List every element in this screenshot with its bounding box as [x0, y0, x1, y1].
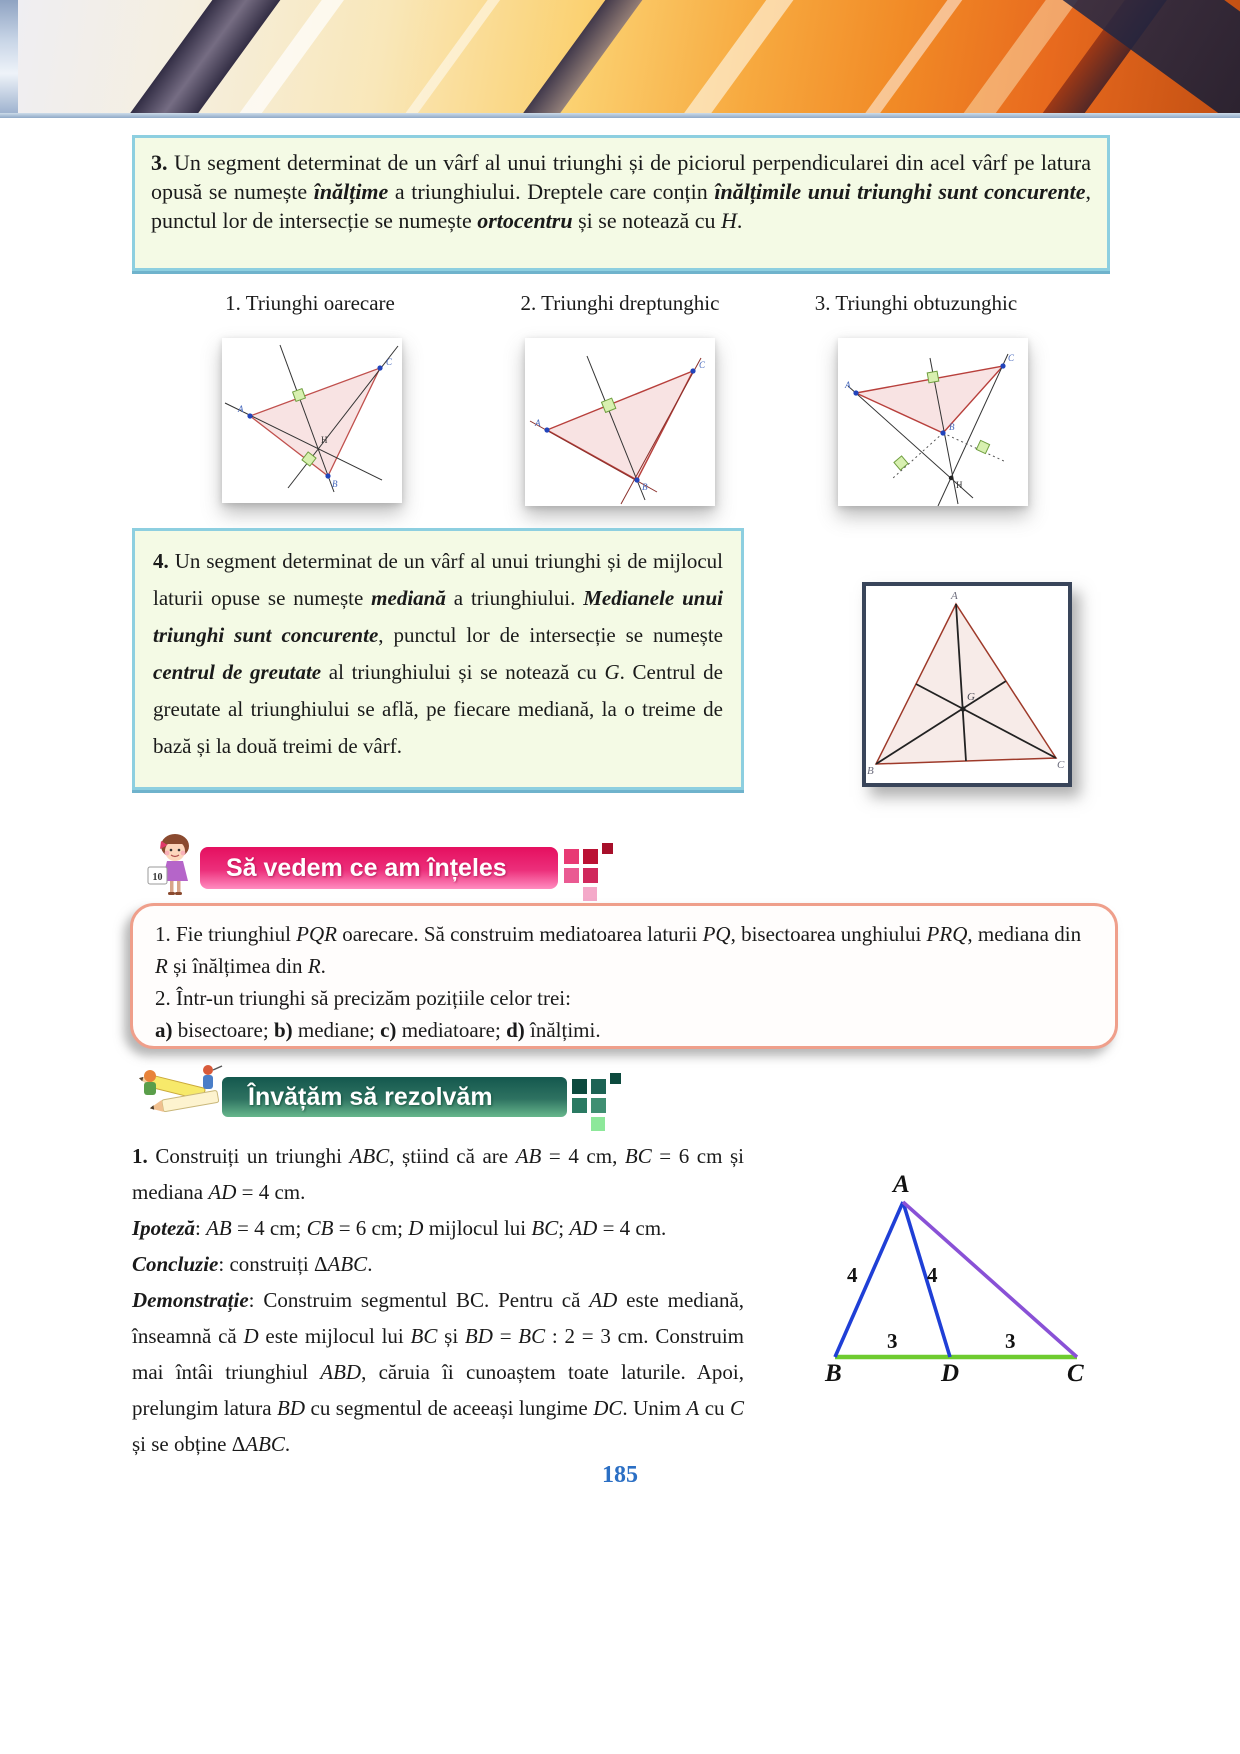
- artwork-light-streak: [638, 0, 820, 113]
- section-banner-invatam: [222, 1077, 567, 1117]
- artwork-light-streak: [817, 0, 991, 113]
- pixel-decoration-icon: [564, 843, 624, 903]
- figure-oarecare: [222, 338, 402, 503]
- svg-text:B: B: [949, 422, 955, 432]
- svg-text:B: B: [867, 765, 874, 777]
- banner-label: Învățăm să rezolvăm: [248, 1082, 493, 1111]
- svg-text:C: C: [386, 357, 393, 367]
- header-divider: [0, 113, 1240, 118]
- problem-statement: 1. Construiți un triunghi ABC, știind că are AB = 4 cm, BC = 6 cm și mediana AD = 4 cm.: [132, 1144, 745, 1204]
- figure-dreptunghic: [525, 338, 715, 506]
- definition-box-altitude: 3. Un segment determinat de un vârf al unui triunghi și de piciorul perpendicularei din acel vârf pe latura opusă se numește înălțime a triunghiului. Dreptele care conțin înălțimile unui triunghi sunt concurente, punctul lor de intersecție se numește ortocentru și se notează cu H.: [132, 135, 1110, 271]
- exercise-1: 1. Fie triunghiul PQR oarecare. Să construim mediatoarea laturii PQ, bisectoarea unghiului PRQ, mediana din R și înălțimea din R.: [155, 922, 1082, 978]
- artwork-dark-beam: [473, 0, 674, 113]
- svg-text:A: A: [845, 380, 851, 390]
- svg-text:10: 10: [152, 872, 163, 883]
- triangle-shape: [876, 604, 1056, 764]
- problem-ipoteza: Ipoteză: AB = 4 cm; CB = 6 cm; D mijlocul lui BC; AD = 4 cm.: [132, 1216, 667, 1240]
- triangle-shape: [547, 371, 693, 480]
- svg-text:D: D: [941, 1360, 960, 1385]
- svg-text:A: A: [238, 404, 244, 414]
- svg-text:C: C: [1008, 353, 1015, 363]
- centroid-point: [960, 706, 965, 711]
- pixel-decoration-icon: [572, 1073, 632, 1133]
- svg-text:3: 3: [887, 1329, 898, 1353]
- exercise-2: 2. Într-un triunghi să precizăm pozițiile celor trei:: [155, 986, 571, 1010]
- svg-text:C: C: [1057, 759, 1065, 771]
- svg-text:B: B: [642, 482, 648, 492]
- right-angle-mark: [976, 440, 989, 453]
- figure-constructie: [795, 1150, 1095, 1385]
- exercise-box: [130, 903, 1118, 1049]
- svg-text:C: C: [1067, 1360, 1084, 1385]
- svg-text:H: H: [321, 435, 328, 445]
- artwork-light-streak: [363, 0, 524, 113]
- definition-box-median: 4. Un segment determinat de un vârf al unui triunghi și de mijlocul laturii opuse se numește mediană a triunghiului. Medianele unui triunghi sunt concurente, punctul lor de intersecție se numește centrul de greutate al triunghiului și se notează cu G. Centrul de greutate al triunghiului se află, pe fiecare mediană, la o treime de bază și la două treimi de vârf.: [132, 528, 744, 790]
- svg-text:4: 4: [847, 1263, 858, 1287]
- svg-text:B: B: [332, 479, 338, 489]
- exercise-2-options: a) bisectoare; b) mediane; c) mediatoare; d) înălțimi.: [155, 1018, 601, 1042]
- problem-1-text: [132, 1138, 744, 1462]
- girl-with-card-icon: [142, 831, 200, 899]
- dotted-extension-line: [943, 433, 1006, 462]
- figure-caption-oarecare: 1. Triunghi oarecare: [225, 291, 395, 315]
- section-banner-sa-vedem: [200, 847, 558, 889]
- right-angle-mark: [894, 456, 908, 470]
- header-artwork: [18, 0, 1240, 113]
- page-number: 185: [602, 1462, 638, 1488]
- svg-text:3: 3: [1005, 1329, 1016, 1353]
- svg-text:A: A: [535, 418, 541, 428]
- figure-mediane: [862, 582, 1072, 787]
- problem-demonstratie: Demonstrație: Construim segmentul BC. Pentru că AD este mediană, înseamnă că D este mijlocul lui BC și BD = BC : 2 = 3 cm. Construim mai întâi triunghiul ABD, căruia îi cunoaștem toate laturile. Apoi, prelungim latura BD cu segmentul de aceeași lungime DC. Unim A cu C și se obține ΔABC.: [132, 1288, 745, 1456]
- svg-text:A: A: [893, 1171, 910, 1198]
- problem-concluzie: Concluzie: construiți ΔABC.: [132, 1252, 373, 1276]
- svg-text:H: H: [956, 480, 963, 490]
- figure-caption-dreptunghic: 2. Triunghi dreptunghic: [520, 291, 720, 315]
- svg-text:4: 4: [927, 1263, 938, 1287]
- kids-with-pencils-icon: [130, 1060, 230, 1124]
- figure-caption-obtuzunghic: 3. Triunghi obtuzunghic: [814, 291, 1018, 315]
- page-edge-strip: [0, 0, 18, 113]
- svg-text:A: A: [951, 590, 958, 602]
- svg-text:G: G: [967, 691, 975, 703]
- right-angle-mark: [927, 371, 939, 383]
- svg-text:B: B: [825, 1360, 842, 1385]
- banner-label: Să vedem ce am înțeles: [226, 853, 507, 882]
- figure-obtuzunghic: [838, 338, 1028, 506]
- dotted-extension-line: [893, 433, 943, 478]
- svg-text:C: C: [699, 360, 706, 370]
